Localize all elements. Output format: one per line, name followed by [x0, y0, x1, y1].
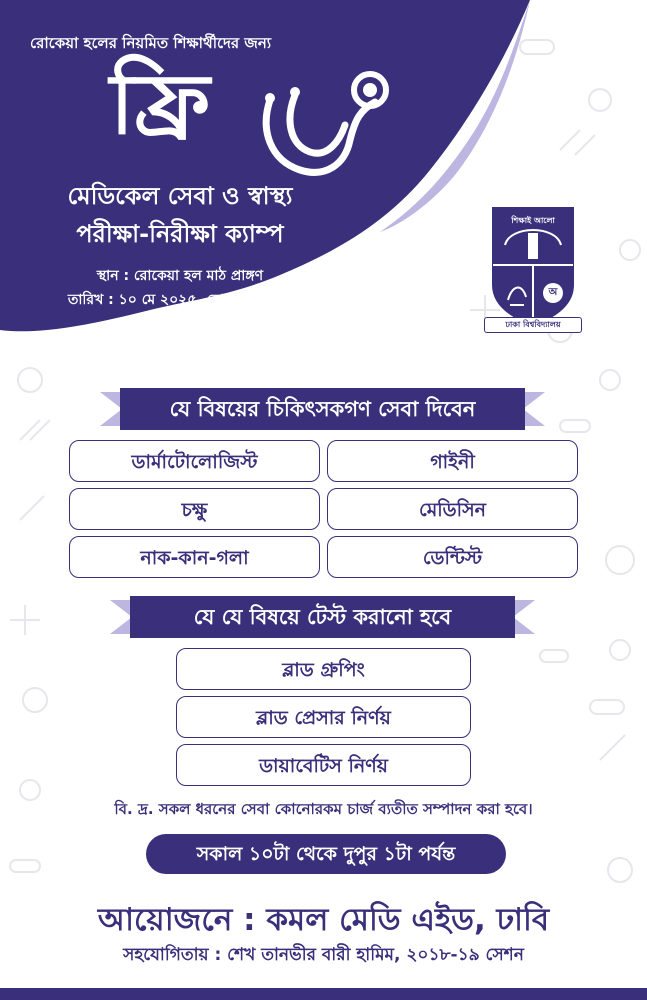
free-title: ফ্রি [110, 55, 210, 153]
test-item: ব্লাড গ্রুপিং [176, 648, 471, 690]
specialist-item: চক্ষু [69, 488, 320, 530]
specialist-item: গাইনী [327, 440, 578, 482]
cooperation-text: সহযোগিতায় : শেখ তানভীর বারী হামিম, ২০১৮-১৯ সেশন [123, 945, 524, 965]
logo-motto: শিক্ষাই আলো [511, 216, 555, 225]
stethoscope-icon [250, 40, 400, 190]
test-item: ডায়াবেটিস নির্ণয় [176, 744, 471, 786]
footnote: বি. দ্র. সকল ধরনের সেবা কোনোরকম চার্জ ব্যতীত সম্পাদন করা হবে। [114, 800, 533, 818]
specialists-heading-banner [100, 388, 545, 430]
specialists-heading: যে বিষয়ের চিকিৎসকগণ সেবা দিবেন [169, 397, 476, 421]
logo-letter: অ [548, 287, 558, 298]
organizer-text: আয়োজনে : কমল মেডি এইড, ঢাবি [97, 902, 550, 938]
bottom-bar [0, 988, 647, 1000]
specialist-item: ডার্মাটোলোজিস্ট [69, 440, 320, 482]
university-logo [490, 205, 576, 335]
title-line-1: মেডিকেল সেবা ও স্বাস্থ্য [67, 182, 293, 210]
title-line-2: পরীক্ষা-নিরীক্ষা ক্যাম্প [76, 220, 284, 248]
specialist-item: নাক-কান-গলা [69, 536, 320, 578]
date-text: তারিখ : ১০ মে ২০২৫, রোজ : শনিবার [67, 292, 293, 308]
venue-text: স্থান : রোকেয়া হল মাঠ প্রাঙ্গণ [96, 268, 264, 284]
specialist-item: ডেন্টিস্ট [327, 536, 578, 578]
time-pill: সকাল ১০টা থেকে দুপুর ১টা পর্যন্ত [146, 834, 506, 874]
specialist-item: মেডিসিন [327, 488, 578, 530]
test-item: ব্লাড প্রেসার নির্ণয় [176, 696, 471, 738]
tests-heading: যে যে বিষয়ে টেস্ট করানো হবে [193, 605, 452, 629]
tests-heading-banner [110, 596, 535, 638]
logo-caption: ঢাকা বিশ্ববিদ্যালয় [505, 320, 561, 329]
header-subtitle: রোকেয়া হলের নিয়মিত শিক্ষার্থীদের জন্য [30, 34, 272, 52]
